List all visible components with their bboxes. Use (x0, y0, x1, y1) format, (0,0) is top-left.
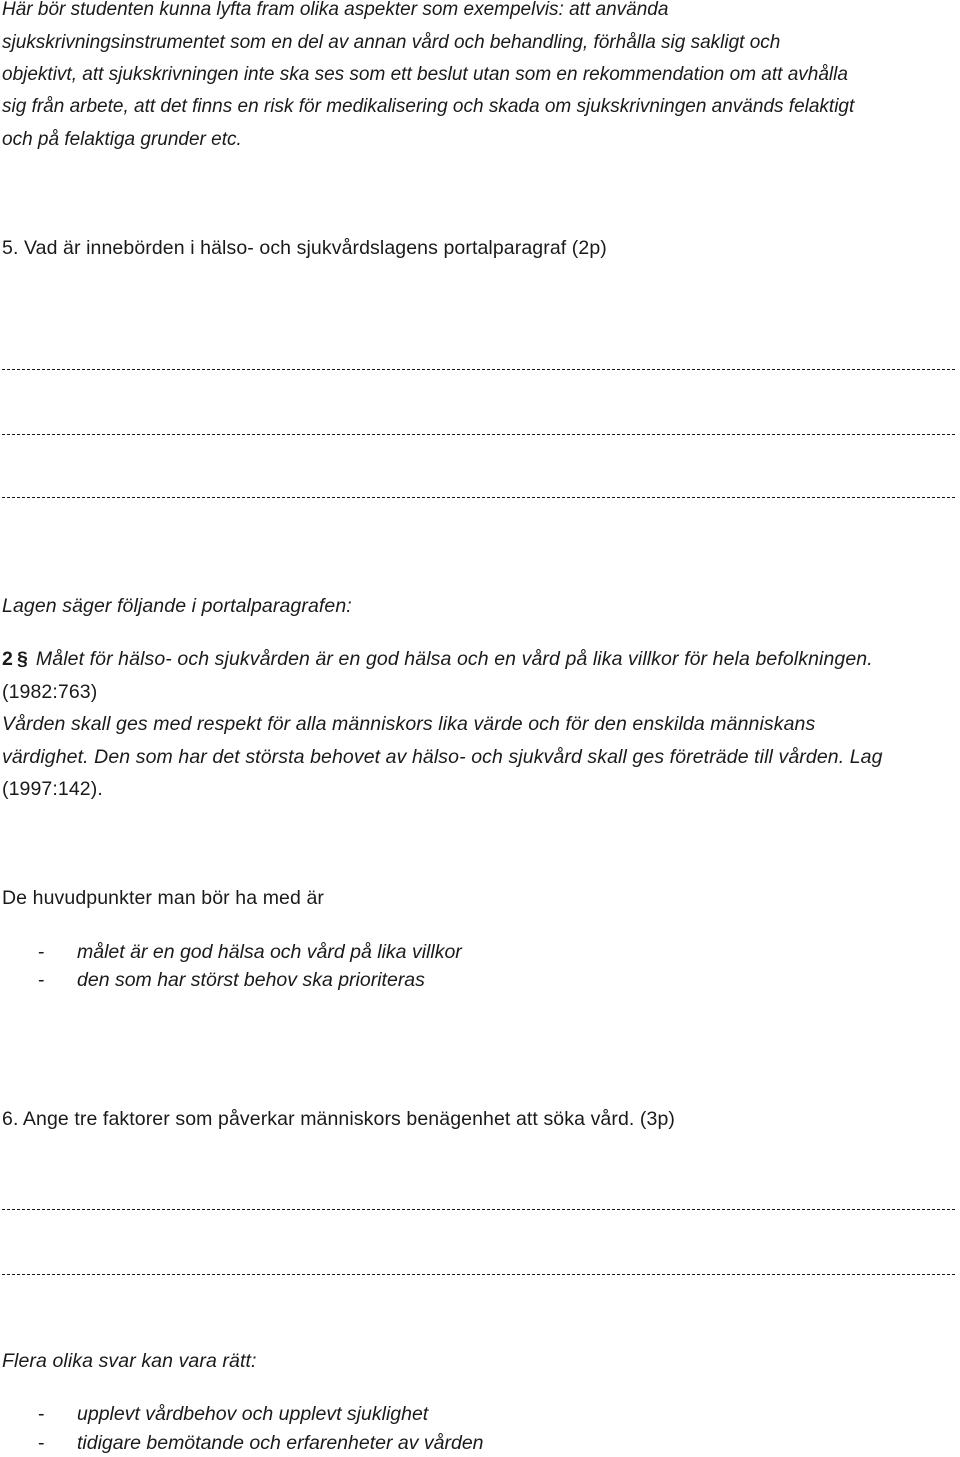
answer-line (2, 1274, 955, 1275)
answer-line (2, 1209, 955, 1210)
main-point-item: den som har störst behov ska prioriteras (77, 969, 425, 991)
law-number: 2 (2, 648, 13, 670)
question-6-title: 6. Ange tre faktorer som påverkar människors benägenhet att söka vård. (3p) (2, 1108, 676, 1130)
intro-line-5: och på felaktiga grunder etc. (2, 129, 242, 150)
intro-line-4: sig från arbete, att det finns en risk för medikalisering och skada om sjukskrivningen används felaktigt (2, 96, 855, 117)
answers-intro: Flera olika svar kan vara rätt: (2, 1350, 257, 1372)
law-line-5: (1997:142). (2, 778, 103, 800)
law-line-1 (2, 647, 873, 671)
paragraph-sign: § (16, 648, 28, 670)
main-points-intro: De huvudpunkter man bör ha med är (2, 887, 324, 909)
question-5-title: 5. Vad är innebörden i hälso- och sjukvårdslagens portalparagraf (2p) (2, 237, 607, 259)
bullet-marker: - (38, 1432, 45, 1454)
answer-item: upplevt vårdbehov och upplevt sjuklighet (77, 1403, 429, 1425)
main-point-item: målet är en god hälsa och vård på lika villkor (77, 941, 462, 963)
law-line-4: värdighet. Den som har det största behovet av hälso- och sjukvård skall ges företräde till vården. Lag (2, 746, 883, 768)
law-intro: Lagen säger följande i portalparagrafen: (2, 595, 352, 617)
intro-line-3: objektivt, att sjukskrivningen inte ska ses som ett beslut utan som en rekommendation om att avhålla (2, 64, 848, 85)
answer-line (2, 434, 955, 435)
intro-line-2: sjukskrivningsinstrumentet som en del av annan vård och behandling, förhålla sig sakligt och (2, 32, 781, 53)
intro-line-1: Här bör studenten kunna lyfta fram olika aspekter som exempelvis: att använda (2, 0, 669, 20)
answer-item: tidigare bemötande och erfarenheter av vården (77, 1432, 484, 1454)
answer-line (2, 369, 955, 370)
bullet-marker: - (38, 1403, 45, 1425)
law-line-2: (1982:763) (2, 681, 98, 703)
bullet-marker: - (38, 941, 45, 963)
law-goal-text: Målet för hälso- och sjukvården är en god hälsa och en vård på lika villkor för hela befolkningen. (35, 648, 873, 670)
answer-line (2, 497, 955, 498)
law-line-3: Vården skall ges med respekt för alla människors lika värde och för den enskilda människans (2, 713, 816, 735)
bullet-marker: - (38, 969, 45, 991)
